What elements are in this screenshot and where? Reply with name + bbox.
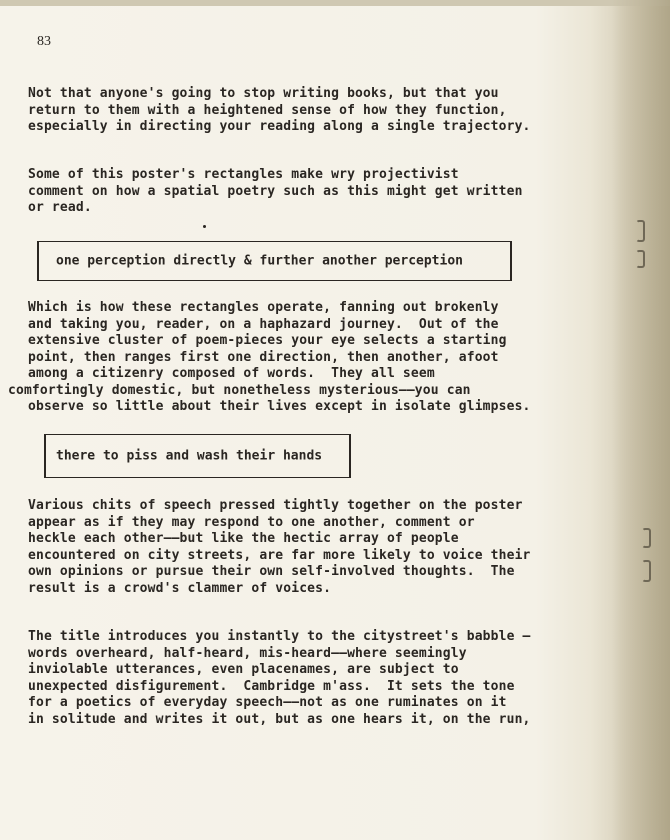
text-line: for a poetics of everyday speech——not as one ruminates on it [28,695,507,710]
text-line: result is a crowd's clammer of voices. [28,580,332,596]
book-binding-shadow [612,0,670,840]
paragraph-1 [28,86,531,136]
binding-ring-icon [636,250,645,268]
text-line: and taking you, reader, on a haphazard journey. Out of the [28,316,499,332]
text-line: unexpected disfigurement. Cambridge m'ass. It sets the tone [28,678,515,694]
text-line: return to them with a heightened sense of how they function, [28,102,507,118]
text-line: Various chits of speech pressed tightly together on the poster [28,498,523,513]
text-line: comfortingly domestic, but nonetheless mysterious——you can [8,382,471,398]
text-line: Which is how these rectangles operate, fanning out brokenly [28,300,499,315]
paragraph-3 [8,300,531,416]
paragraph-4 [28,498,531,597]
stray-dot [203,225,206,228]
page-top-edge [0,0,670,6]
text-line: words overheard, half-heard, mis-heard——where seemingly [28,645,467,661]
text-line: heckle each other——but like the hectic array of people [28,531,459,546]
binding-ring-icon [642,560,651,582]
text-line: or read. [28,200,92,215]
text-line: point, then ranges first one direction, then another, afoot [28,349,499,365]
text-line: extensive cluster of poem-pieces your eye selects a starting [28,333,507,348]
quote-box-text: there to piss and wash their hands [56,448,323,464]
text-line: inviolable utterances, even placenames, are subject to [28,662,459,677]
text-line: comment on how a spatial poetry such as this might get written [28,183,523,199]
text-line: appear as if they may respond to one another, comment or [28,514,475,530]
text-line: The title introduces you instantly to the citystreet's babble — [28,629,531,644]
text-line: observe so little about their lives except in isolate glimpses. [28,399,531,414]
quote-box-piss [44,434,351,478]
page-number: 83 [37,34,51,49]
text-line: own opinions or pursue their own self-involved thoughts. The [28,564,515,579]
text-line: in solitude and writes it out, but as one hears it, on the run, [28,711,531,727]
binding-ring-icon [642,528,651,548]
quote-box-perception [37,241,512,281]
text-line: Some of this poster's rectangles make wry projectivist [28,167,459,182]
text-line: encountered on city streets, are far more likely to voice their [28,547,531,563]
paragraph-5 [28,629,531,728]
text-line: among a citizenry composed of words. They all seem [28,366,435,381]
text-line: Not that anyone's going to stop writing books, but that you [28,86,499,101]
text-line: especially in directing your reading along a single trajectory. [28,119,531,134]
quote-box-text: one perception directly & further another perception [56,253,463,269]
paragraph-2 [28,167,523,217]
binding-ring-icon [636,220,645,242]
